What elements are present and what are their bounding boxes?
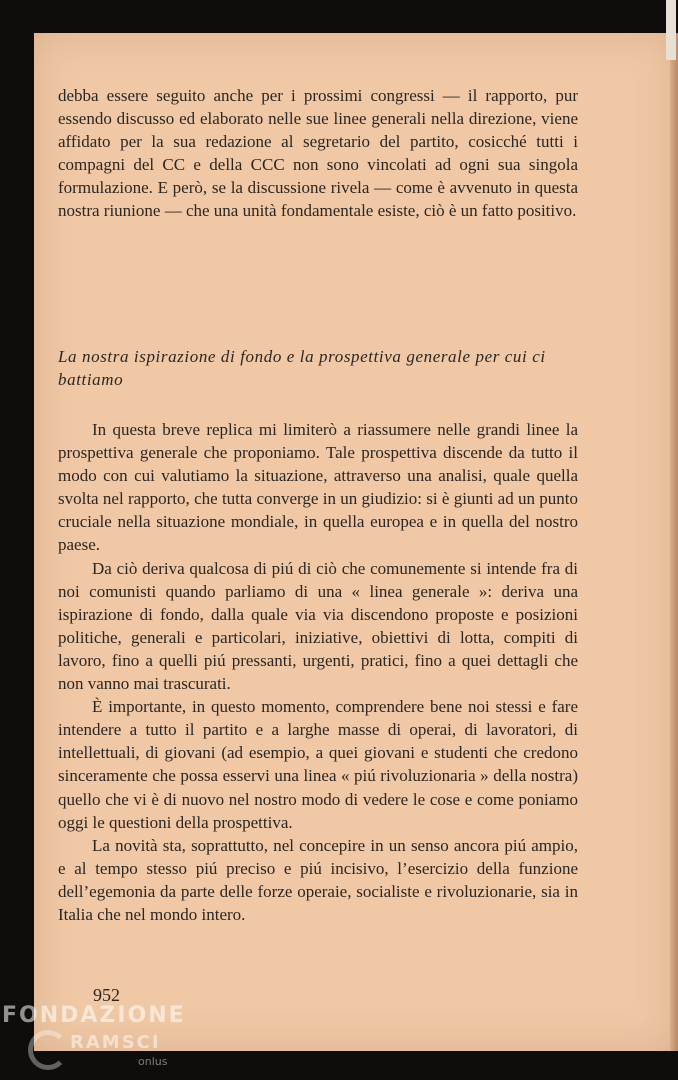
page-number: 952 <box>93 985 120 1005</box>
paragraph: È importante, in questo momento, comprendere bene noi stessi e fare intendere a tutto il partito e a larghe masse di operai, di lavoratori, di intellettuali, di giovani (ad esempio, a quei giovani e studenti che credono sinceramente che possa esservi una linea « piú rivoluzionaria » della nostra) quello che vi è di nuovo nel nostro modo di vedere le cose e come poniamo oggi le questioni della prospettiva. <box>58 697 578 832</box>
page-edge <box>670 33 678 1051</box>
section-heading: La nostra ispirazione di fondo e la prospettiva generale per cui ci battiamo <box>58 347 546 389</box>
paragraph: Da ciò deriva qualcosa di piú di ciò che comunemente si intende fra di noi comunisti quando parliamo di una « linea generale »: deriva una ispirazione di fondo, dalla quale via via discendono proposte e posizioni politiche, generali e particolari, iniziative, obiettivi di lotta, compiti di lavoro, fino a quelli piú pressanti, urgenti, pratici, fino a quei dettagli che non vanno mai trascurati. <box>58 558 578 694</box>
page-corner <box>666 0 676 60</box>
watermark-line2: RAMSCI <box>70 1032 161 1053</box>
body-text <box>58 418 578 926</box>
top-paragraph: debba essere seguito anche per i prossimi congressi — il rapporto, pur essendo discusso ed elaborato nelle sue linee generali nella direzione, viene affidato per la sua redazione al segretario del partito, cosicché tutti i compagni del CC e della CCC non sono vincolati ad ogni sua singola formulazione. E però, se la discussione rivela — come è avvenuto in questa nostra riunione — che una unità fondamentale esiste, ciò è un fatto positivo. <box>58 86 578 221</box>
paragraph: La novità sta, soprattutto, nel concepire in un senso ancora piú ampio, e al tempo stesso piú preciso e piú incisivo, l’esercizio della funzione dell’egemonia da parte delle forze operaie, socialiste e rivoluzionarie, sia in Italia che nel mondo intero. <box>58 835 578 924</box>
watermark-suffix: onlus <box>138 1055 168 1068</box>
top-paragraph-block <box>58 84 578 223</box>
gramsci-g-icon <box>28 1030 68 1070</box>
watermark-logo <box>28 1030 178 1075</box>
watermark-logo-text: FONDAZIONE <box>2 1003 186 1028</box>
paragraph: In questa breve replica mi limiterò a riassumere nelle grandi linee la prospettiva generale che proponiamo. Tale prospettiva discende da tutto il modo con cui valutiamo la situazione, attraverso una analisi, quale quella svolta nel rapporto, che tutta converge in un giudizio: si è giunti ad un punto cruciale nella situazione mondiale, in quella europea e in quella del nostro paese. <box>58 420 578 555</box>
